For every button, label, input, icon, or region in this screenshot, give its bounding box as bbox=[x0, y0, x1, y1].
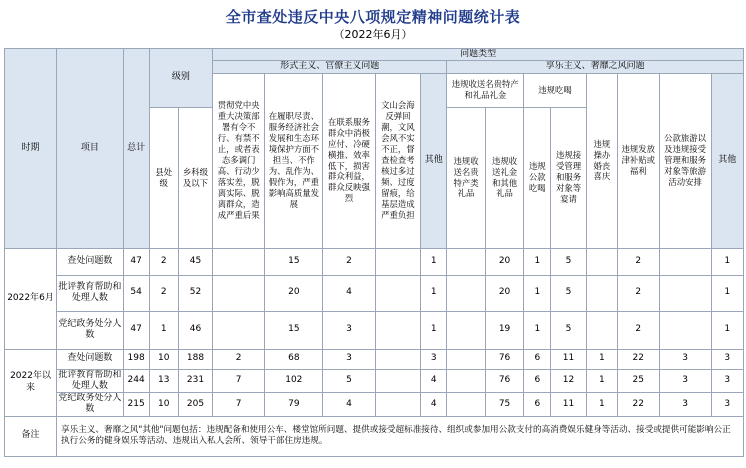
header-formalism-3: 在联系服务群众中消极应付、冷硬横推、效率低下，损害群众利益，群众反映强烈 bbox=[323, 73, 375, 248]
header-formalism: 形式主义、官僚主义问题 bbox=[213, 61, 447, 73]
cell-eat-a: 1 bbox=[524, 275, 551, 311]
header-eat: 违规吃喝 bbox=[524, 73, 586, 107]
cell-subsidy: 2 bbox=[617, 275, 659, 311]
cell-eat-a: 6 bbox=[524, 393, 551, 417]
header-county: 县处级 bbox=[149, 107, 178, 248]
cell-h-other: 1 bbox=[711, 248, 743, 275]
cell-f-other: 1 bbox=[421, 248, 447, 275]
cell-f2: 68 bbox=[265, 349, 323, 369]
cell-county: 13 bbox=[149, 369, 178, 393]
cell-subsidy: 22 bbox=[617, 349, 659, 369]
cell-f4 bbox=[375, 275, 421, 311]
cell-total: 198 bbox=[123, 349, 149, 369]
cell-total: 215 bbox=[123, 393, 149, 417]
cell-f3: 4 bbox=[323, 393, 375, 417]
header-gifts: 违规收送名贵特产和礼品礼金 bbox=[447, 73, 524, 107]
cell-total: 244 bbox=[123, 369, 149, 393]
cell-gift-a bbox=[447, 311, 486, 349]
cell-h-other: 3 bbox=[711, 369, 743, 393]
table-row bbox=[5, 369, 744, 393]
cell-f4 bbox=[375, 349, 421, 369]
cell-eat-a: 1 bbox=[524, 248, 551, 275]
cell-f1 bbox=[213, 311, 265, 349]
cell-f-other: 1 bbox=[421, 311, 447, 349]
cell-county: 1 bbox=[149, 311, 178, 349]
cell-subsidy: 2 bbox=[617, 311, 659, 349]
cell-eat-a: 6 bbox=[524, 369, 551, 393]
header-hedonism: 享乐主义、奢靡之风问题 bbox=[447, 61, 744, 73]
table-row bbox=[5, 248, 744, 275]
cell-wedding: 1 bbox=[586, 369, 617, 393]
cell-gift-b: 76 bbox=[485, 349, 524, 369]
cell-total: 47 bbox=[123, 311, 149, 349]
cell-f4 bbox=[375, 369, 421, 393]
row-item: 查处问题数 bbox=[57, 248, 124, 275]
header-subsidy: 违规发放津补贴或福利 bbox=[617, 73, 659, 248]
row-item: 批评教育帮助和处理人数 bbox=[57, 275, 124, 311]
header-wedding: 违规操办婚丧喜庆 bbox=[586, 73, 617, 248]
header-item: 项目 bbox=[57, 49, 124, 249]
cell-gift-a bbox=[447, 369, 486, 393]
cell-h-other: 3 bbox=[711, 393, 743, 417]
header-formalism-4: 文山会海反弹回潮，文风会风不实不正，督查检查考核过多过频、过度留痕，给基层造成严重负担 bbox=[375, 73, 421, 248]
cell-gift-b: 75 bbox=[485, 393, 524, 417]
cell-travel bbox=[659, 311, 711, 349]
cell-f1: 2 bbox=[213, 349, 265, 369]
header-hedonism-other: 其他 bbox=[711, 73, 743, 248]
cell-township: 45 bbox=[178, 248, 212, 275]
cell-travel bbox=[659, 275, 711, 311]
cell-f4 bbox=[375, 248, 421, 275]
cell-travel: 3 bbox=[659, 369, 711, 393]
cell-f1 bbox=[213, 248, 265, 275]
cell-h-other: 1 bbox=[711, 311, 743, 349]
header-formalism-2: 在履职尽责、服务经济社会发展和生态环境保护方面不担当、不作为、乱作为、假作为，严重影响高质量发展 bbox=[265, 73, 323, 248]
cell-wedding: 1 bbox=[586, 349, 617, 369]
cell-eat-b: 11 bbox=[551, 349, 586, 369]
header-problem-type: 问题类型 bbox=[213, 49, 744, 61]
cell-f3: 3 bbox=[323, 311, 375, 349]
page-title: 全市查处违反中央八项规定精神问题统计表 bbox=[225, 8, 521, 26]
cell-gift-b: 20 bbox=[485, 275, 524, 311]
cell-subsidy: 2 bbox=[617, 248, 659, 275]
header-eat-b: 违规接受管理和服务对象等宴请 bbox=[551, 107, 586, 248]
cell-gift-b: 76 bbox=[485, 369, 524, 393]
cell-gift-b: 20 bbox=[485, 248, 524, 275]
page-subtitle: （2022年6月） bbox=[333, 28, 413, 41]
note-label: 备注 bbox=[5, 416, 57, 456]
header-formalism-1: 贯彻党中央重大决策部署有令不行、有禁不止，或者表态多调门高、行动少落实差，脱离实际、脱离群众，造成严重后果 bbox=[213, 73, 265, 248]
cell-h-other: 3 bbox=[711, 349, 743, 369]
cell-wedding: 1 bbox=[586, 393, 617, 417]
cell-county: 10 bbox=[149, 393, 178, 417]
cell-f-other: 3 bbox=[421, 349, 447, 369]
header-level: 级别 bbox=[149, 49, 213, 108]
cell-county: 10 bbox=[149, 349, 178, 369]
cell-subsidy: 22 bbox=[617, 393, 659, 417]
period-label: 2022年以来 bbox=[5, 349, 57, 416]
table-row bbox=[5, 311, 744, 349]
header-period: 时期 bbox=[5, 49, 57, 249]
cell-h-other: 1 bbox=[711, 275, 743, 311]
cell-travel: 3 bbox=[659, 393, 711, 417]
note-text: 享乐主义、奢靡之风"其他"问题包括：违规配备和使用公车、楼堂馆所问题、提供或接受超标准接待、组织或参加用公款支付的高消费娱乐健身等活动、接受或提供可能影响公正执行公务的健身娱乐等活动、违规出入私人会所、领导干部住房违规。 bbox=[57, 416, 744, 456]
table-row bbox=[5, 349, 744, 369]
cell-f2: 20 bbox=[265, 275, 323, 311]
cell-f3: 5 bbox=[323, 369, 375, 393]
cell-travel bbox=[659, 248, 711, 275]
period-label: 2022年6月 bbox=[5, 248, 57, 349]
cell-f2: 102 bbox=[265, 369, 323, 393]
cell-gift-b: 19 bbox=[485, 311, 524, 349]
cell-total: 54 bbox=[123, 275, 149, 311]
table-row bbox=[5, 393, 744, 417]
cell-township: 231 bbox=[178, 369, 212, 393]
cell-eat-b: 5 bbox=[551, 275, 586, 311]
cell-township: 52 bbox=[178, 275, 212, 311]
table-row bbox=[5, 275, 744, 311]
cell-township: 46 bbox=[178, 311, 212, 349]
cell-township: 188 bbox=[178, 349, 212, 369]
cell-gift-a bbox=[447, 248, 486, 275]
row-item: 党纪政务处分人数 bbox=[57, 311, 124, 349]
header-total: 总计 bbox=[123, 49, 149, 249]
cell-f1: 7 bbox=[213, 393, 265, 417]
statistics-table bbox=[4, 48, 744, 457]
cell-f4 bbox=[375, 393, 421, 417]
cell-gift-a bbox=[447, 349, 486, 369]
cell-wedding bbox=[586, 248, 617, 275]
cell-eat-b: 12 bbox=[551, 369, 586, 393]
cell-eat-a: 6 bbox=[524, 349, 551, 369]
header-township: 乡科级及以下 bbox=[178, 107, 212, 248]
cell-f-other: 1 bbox=[421, 275, 447, 311]
row-item: 查处问题数 bbox=[57, 349, 124, 369]
cell-wedding bbox=[586, 275, 617, 311]
cell-travel: 3 bbox=[659, 349, 711, 369]
cell-f1 bbox=[213, 275, 265, 311]
cell-county: 2 bbox=[149, 275, 178, 311]
header-gift-b: 违规收送礼金和其他礼品 bbox=[485, 107, 524, 248]
header-travel: 公款旅游以及违规接受管理和服务对象等旅游活动安排 bbox=[659, 73, 711, 248]
cell-f4 bbox=[375, 311, 421, 349]
cell-township: 205 bbox=[178, 393, 212, 417]
header-gift-a: 违规收送名贵特产类礼品 bbox=[447, 107, 486, 248]
cell-eat-b: 5 bbox=[551, 248, 586, 275]
cell-f2: 79 bbox=[265, 393, 323, 417]
cell-eat-b: 5 bbox=[551, 311, 586, 349]
cell-wedding bbox=[586, 311, 617, 349]
cell-eat-b: 11 bbox=[551, 393, 586, 417]
header-eat-a: 违规公款吃喝 bbox=[524, 107, 551, 248]
row-item: 批评教育帮助和处理人数 bbox=[58, 369, 122, 391]
cell-f3: 4 bbox=[323, 275, 375, 311]
cell-f1: 7 bbox=[213, 369, 265, 393]
row-item: 党纪政务处分人数 bbox=[58, 393, 122, 415]
cell-gift-a bbox=[447, 275, 486, 311]
cell-f3: 3 bbox=[323, 349, 375, 369]
cell-gift-a bbox=[447, 393, 486, 417]
cell-f-other: 4 bbox=[421, 393, 447, 417]
cell-f3: 2 bbox=[323, 248, 375, 275]
cell-f-other: 4 bbox=[421, 369, 447, 393]
cell-eat-a: 1 bbox=[524, 311, 551, 349]
header-formalism-other: 其他 bbox=[421, 73, 447, 248]
cell-total: 47 bbox=[123, 248, 149, 275]
cell-county: 2 bbox=[149, 248, 178, 275]
cell-subsidy: 25 bbox=[617, 369, 659, 393]
cell-f2: 15 bbox=[265, 311, 323, 349]
cell-f2: 15 bbox=[265, 248, 323, 275]
